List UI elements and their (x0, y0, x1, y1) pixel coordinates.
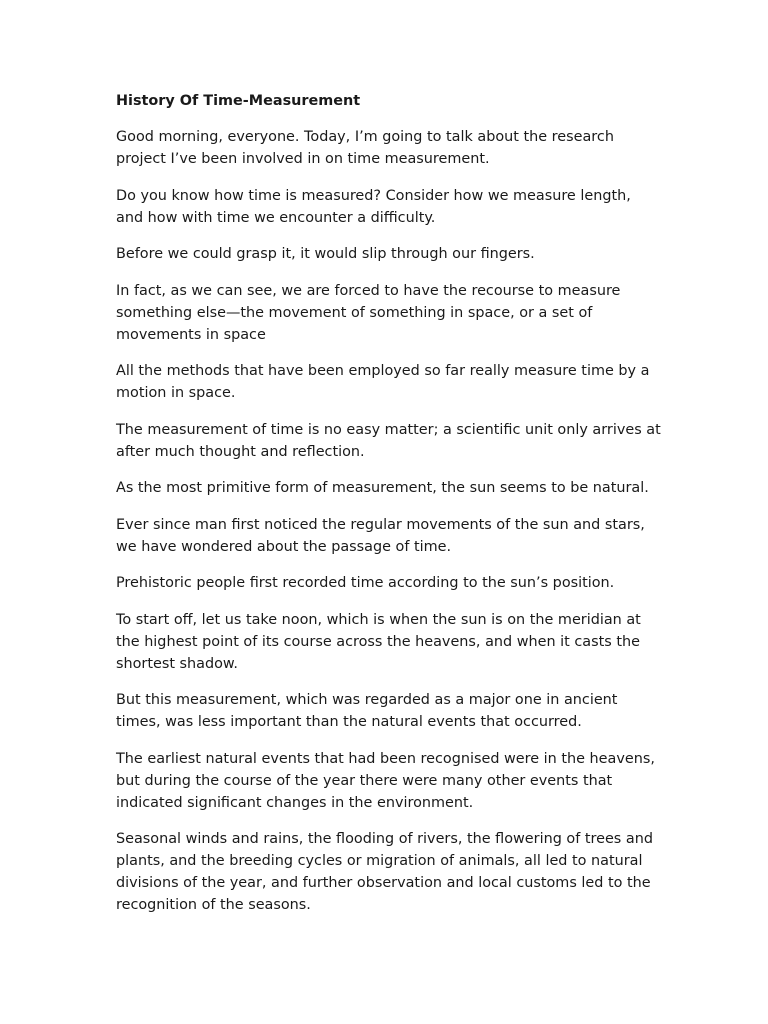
paragraph: As the most primitive form of measurement, the sun seems to be natural. (116, 480, 649, 496)
paragraph: The earliest natural events that had been recognised were in the heavens, but during the course of the year there were many other events that indicated significant changes in the environment. (116, 750, 655, 811)
document-title: History Of Time-Measurement (116, 93, 361, 109)
document-page (116, 90, 661, 931)
paragraph: Do you know how time is measured? Consider how we measure length, and how with time we encounter a difficulty. (116, 187, 631, 226)
paragraph: All the methods that have been employed so far really measure time by a motion in space. (116, 363, 650, 401)
paragraph: Before we could grasp it, it would slip through our fingers. (116, 246, 535, 262)
paragraph: Seasonal winds and rains, the flooding of rivers, the flowering of trees and plants, and the breeding cycles or migration of animals, all led to natural divisions of the year, and further observation and local customs led to the recognition of the seasons. (116, 831, 653, 913)
paragraph: But this measurement, which was regarded as a major one in ancient times, was less important than the natural events that occurred. (116, 692, 618, 730)
paragraph: To start off, let us take noon, which is when the sun is on the meridian at the highest point of its course across the heavens, and when it casts the shortest shadow. (116, 611, 641, 672)
paragraph: Ever since man first noticed the regular movements of the sun and stars, we have wondered about the passage of time. (116, 516, 645, 555)
paragraph: Prehistoric people first recorded time according to the sun’s position. (116, 575, 615, 591)
paragraph: Good morning, everyone. Today, I’m going to talk about the research project I’ve been involved in on time measurement. (116, 129, 614, 167)
paragraph: The measurement of time is no easy matter; a scientific unit only arrives at after much thought and reflection. (116, 421, 661, 460)
paragraph: In fact, as we can see, we are forced to have the recourse to measure something else—the movement of something in space, or a set of movements in space (116, 282, 621, 343)
